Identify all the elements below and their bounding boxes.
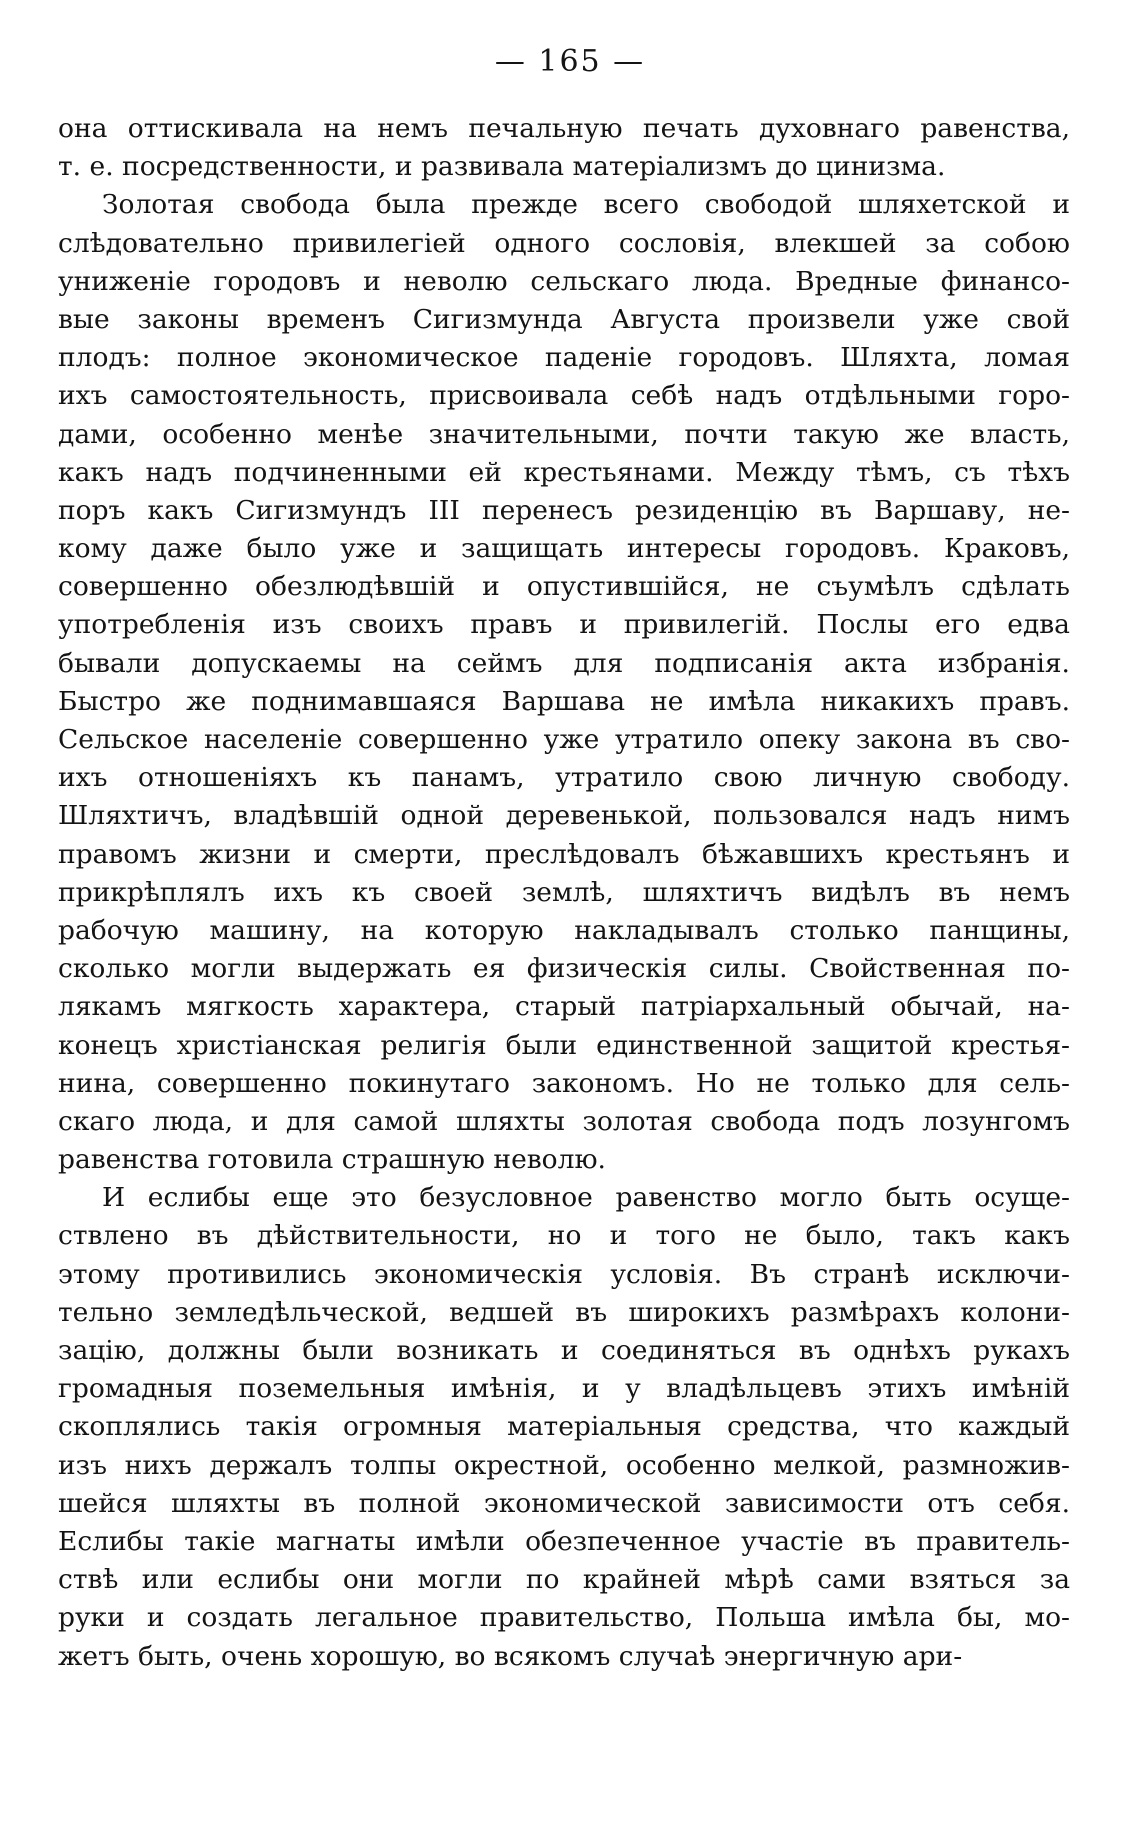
paragraph: [58, 110, 1070, 186]
text-line: изъ нихъ держалъ толпы окрестной, особенно мелкой, размножив-: [58, 1449, 1070, 1481]
text-line: Сельское населеніе совершенно уже утратило опеку закона въ сво-: [58, 724, 1070, 755]
text-line: руки и создать легальное правительство, Польша имѣла бы, мо-: [58, 1602, 1070, 1634]
text-line: кому даже было уже и защищать интересы городовъ. Краковъ,: [58, 533, 1070, 565]
text-line: скоплялись такія огромныя матеріальныя средства, что каждый: [58, 1411, 1070, 1443]
text-line: ствѣ или еслибы они могли по крайней мѣрѣ сами взяться за: [58, 1564, 1070, 1596]
text-line: вые законы временъ Сигизмунда Августа произвели уже свой: [58, 303, 1070, 335]
text-line: бывали допускаемы на сеймъ для подписанія акта избранія.: [58, 647, 1070, 679]
text-line: совершенно обезлюдѣвшій и опустившійся, не съумѣлъ сдѣлать: [58, 571, 1070, 603]
text-line: Еслибы такіе магнаты имѣли обезпеченное участіе въ правитель-: [58, 1525, 1070, 1557]
text-line: скаго люда, и для самой шляхты золотая свобода подъ лозунгомъ: [58, 1105, 1070, 1137]
text-line: конецъ христіанская религія были единственной защитой крестья-: [58, 1029, 1070, 1061]
text-line: лякамъ мягкость характера, старый патріархальный обычай, на-: [58, 991, 1070, 1023]
text-line: этому противились экономическія условія. Въ странѣ исключи-: [58, 1258, 1070, 1290]
text-line: употребленія изъ своихъ правъ и привилегій. Послы его едва: [58, 609, 1070, 641]
text-line: жетъ быть, очень хорошую, во всякомъ случаѣ энергичную ари-: [58, 1640, 963, 1672]
text-line: правомъ жизни и смерти, преслѣдовалъ бѣжавшихъ крестьянъ и: [58, 838, 1070, 870]
text-line: шейся шляхты въ полной экономической зависимости отъ себя.: [58, 1487, 1070, 1519]
text-line: униженіе городовъ и неволю сельскаго люда. Вредные финансо-: [58, 265, 1070, 297]
text-line: нина, совершенно покинутаго закономъ. Но не только для сель-: [58, 1067, 1070, 1099]
text-line: Шляхтичъ, владѣвшій одной деревенькой, пользовался надъ нимъ: [58, 800, 1070, 832]
text-line: равенства готовила страшную неволю.: [58, 1144, 606, 1176]
text-line: сколько могли выдержать ея физическія силы. Свойственная по-: [58, 953, 1070, 985]
text-line: она оттискивала на немъ печальную печать духовнаго равенства,: [58, 113, 1070, 144]
text-line: прикрѣплялъ ихъ къ своей землѣ, шляхтичъ видѣлъ въ немъ: [58, 876, 1070, 908]
text-line: тельно земледѣльческой, ведшей въ широкихъ размѣрахъ колони-: [58, 1296, 1070, 1328]
paragraph: [58, 186, 1070, 1179]
text-line: плодъ: полное экономическое паденіе городовъ. Шляхта, ломая: [58, 342, 1070, 374]
text-line: ихъ самостоятельность, присвоивала себѣ надъ отдѣльными горо-: [58, 380, 1070, 412]
text-line: ихъ отношеніяхъ къ панамъ, утратило свою личную свободу.: [58, 762, 1070, 794]
text-line: громадныя поземельныя имѣнія, и у владѣльцевъ этихъ имѣній: [58, 1373, 1070, 1405]
text-line: слѣдовательно привилегіей одного сословія, влекшей за собою: [58, 227, 1070, 259]
text-line: Быстро же поднимавшаяся Варшава не имѣла никакихъ правъ.: [58, 685, 1070, 717]
text-line: дами, особенно менѣе значительными, почти такую же власть,: [58, 418, 1070, 450]
paragraph: [58, 1179, 1070, 1675]
text-line: ствлено въ дѣйствительности, но и того не было, такъ какъ: [58, 1220, 1070, 1252]
text-line: т. е. посредственности, и развивала матеріализмъ до цинизма.: [58, 151, 946, 183]
body-text: [58, 110, 1070, 1676]
text-line: рабочую машину, на которую накладывалъ столько панщины,: [58, 914, 1070, 946]
page-number: — 165 —: [494, 44, 646, 79]
text-line: Золотая свобода была прежде всего свободой шляхетской и: [102, 189, 1070, 221]
text-line: какъ надъ подчиненными ей крестьянами. Между тѣмъ, съ тѣхъ: [58, 456, 1070, 488]
text-line: И еслибы еще это безусловное равенство могло быть осуще-: [102, 1182, 1070, 1214]
text-line: зацію, должны были возникать и соединяться въ однѣхъ рукахъ: [58, 1335, 1070, 1366]
text-line: поръ какъ Сигизмундъ III перенесъ резиденцію въ Варшаву, не-: [58, 494, 1070, 526]
